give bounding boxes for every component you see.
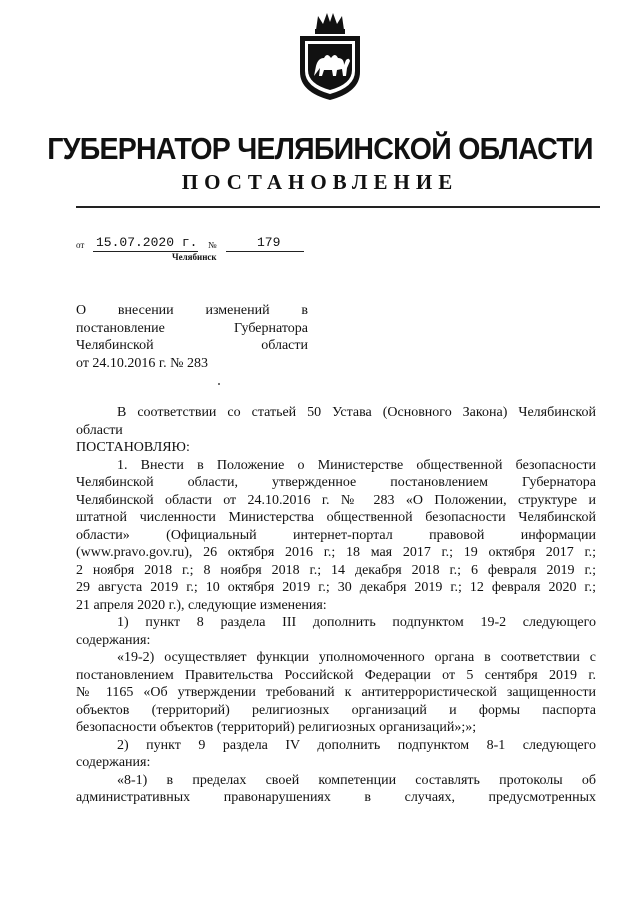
body-line: административных правонарушениях в случаях, предусмотренных [76,790,596,805]
document-type-title: ПОСТАНОВЛЕНИЕ [181,170,459,194]
body-line: Челябинской области, утвержденное постановлением Губернатора [76,475,596,490]
body-line: «19-2) осуществляет функции уполномоченного органа в соответствии с [117,650,596,665]
decree-word: ПОСТАНОВЛЯЮ: [76,440,190,455]
body-line: содержания: [76,755,151,770]
body-line: штатной численности Министерства общественной безопасности Челябинской [76,510,596,525]
subject-line: О внесении изменений в [76,303,308,318]
number-prefix: № [208,240,217,250]
body-line: 21 апреля 2020 г.), следующие изменения: [76,597,327,613]
coat-of-arms-emblem [294,10,366,102]
body-line: области [76,422,123,438]
body-line: Челябинской области от 24.10.2016 г. № 283 «О Положении, структуре и [76,492,596,508]
body-line: 2) пункт 9 раздела IV дополнить подпунктом 8-1 следующего [117,737,596,753]
body-line: 2 ноября 2018 г.; 8 ноября 2018 г.; 14 декабря 2018 г.; 6 февраля 2019 г.; [76,562,596,578]
subject-block [76,302,308,372]
body-line: № 1165 «Об утверждении требований к антитеррористической защищенности [76,685,596,700]
stray-mark [218,383,220,385]
body-line: области» (Официальный интернет-портал правовой информации [76,527,596,543]
issuer-title: ГУБЕРНАТОР ЧЕЛЯБИНСКОЙ ОБЛАСТИ [47,131,593,166]
subject-line: постановление Губернатора [76,320,308,336]
body-line: 1) пункт 8 раздела III дополнить подпунктом 19-2 следующего [117,615,596,630]
body-line: содержания: [76,632,151,648]
document-number: 179 [257,235,281,250]
body-line: «8-1) в пределах своей компетенции составлять протоколы об [117,772,596,788]
body-line: 1. Внести в Положение о Министерстве общественной безопасности [117,457,596,473]
body-line: объектов (территорий) религиозных организаций и формы паспорта [76,702,596,718]
document-body [76,404,596,807]
body-line: постановлением Правительства Российской Федерации от 5 сентября 2019 г. [76,667,596,683]
subject-line: от 24.10.2016 г. № 283 [76,355,208,371]
date-prefix: от [76,240,85,250]
body-line: В соответствии со статьей 50 Устава (Основного Закона) Челябинской [117,405,596,420]
body-line: (www.pravo.gov.ru), 26 октября 2016 г.; 18 мая 2017 г.; 19 октября 2017 г.; [76,545,596,560]
body-line: 29 августа 2019 г.; 10 октября 2019 г.; 30 декабря 2019 г.; 12 февраля 2020 г.; [76,580,596,595]
body-line: безопасности объектов (территорий) религиозных организаций»;»; [76,720,477,735]
city-label: Челябинск [172,252,217,262]
number-underline [226,251,304,252]
subject-line: Челябинской области [76,338,308,353]
header-divider [76,206,600,208]
document-date: 15.07.2020 г. [96,235,198,250]
